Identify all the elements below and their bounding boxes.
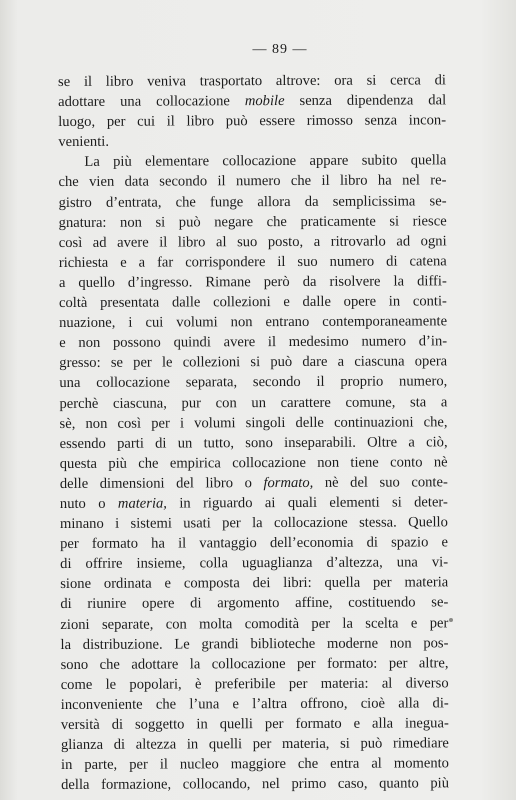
text-line: zioni separate, con molta comodità per la scelta e per — [60, 614, 449, 633]
text-line: nuto o materia, in riguardo ai quali elementi si deter- — [59, 494, 448, 512]
text-line: per formato ha il vantaggio dell’economia di spazio e — [60, 534, 449, 553]
text-line: venienti. — [58, 134, 110, 151]
text-line: di riunire opere di argomento affine, costituendo se- — [60, 594, 449, 613]
text-line: una collocazione separata, secondo il proprio numero, — [59, 373, 448, 392]
text-line: coltà presentata dalle collezioni e dalle opere in conti- — [58, 293, 447, 312]
text-line: gnatura: non si può negare che praticamente si riesce — [58, 212, 447, 231]
text-line: che vien data secondo il numero che il libro ha nel re- — [58, 172, 447, 191]
paper-speck — [449, 618, 453, 622]
page-number: — 89 — — [252, 42, 308, 57]
body-text — [58, 70, 449, 795]
text-line: di offrire insieme, colla uguaglianza d’altezza, una vi- — [60, 554, 449, 573]
text-line: della formazione, collocando, nel primo caso, quanto più — [61, 775, 450, 794]
text-line: minano i sistemi usati per la collocazione stessa. Quello — [59, 514, 448, 533]
text-line: sè, non così per i volumi singoli delle continuazioni che, — [59, 413, 448, 432]
text-line: perchè ciascuna, pur con un carattere comune, sta a — [59, 393, 448, 412]
text-line: a quello d’ingresso. Rimane però da risolvere la diffi- — [58, 273, 447, 291]
text-line: richiesta e a far corrispondere il suo numero di catena — [58, 253, 447, 271]
text-line: nuazione, i cui volumi non entrano contemporaneamente — [59, 313, 448, 332]
text-line: come le popolari, è preferibile per materia: al diverso — [60, 675, 449, 693]
text-line: gistro d’entrata, che funge allora da semplicissima se- — [58, 192, 447, 211]
text-line: sione ordinata e composta dei libri: quella per materia — [60, 574, 449, 593]
text-line: glianza di altezza in quelli per materia, si può rimediare — [60, 735, 449, 754]
text-line: e non possono quindi avere il medesimo numero d’in- — [59, 333, 448, 352]
text-line: adottare una collocazione mobile senza dipendenza dal — [58, 92, 447, 111]
text-line: gresso: se per le collezioni si può dare a ciascuna opera — [59, 353, 448, 372]
text-line: così ad avere il libro al suo posto, a ritrovarlo ad ogni — [58, 233, 447, 251]
text-line: se il libro veniva trasportato altrove: ora si cerca di — [58, 72, 446, 90]
text-line: sono che adottare la collocazione per formato: per altre, — [60, 655, 449, 673]
text-line: essendo parti di un tutto, sono inseparabili. Oltre a ciò, — [59, 433, 448, 452]
text-line: La più elementare collocazione appare subito quella — [84, 152, 447, 171]
text-line: luogo, per cui il libro può essere rimosso senza incon- — [58, 112, 447, 131]
text-line: inconveniente che l’una e l’altra offrono, cioè alla di- — [60, 695, 449, 713]
text-line: in parte, per il nucleo maggiore che entra al momento — [60, 755, 450, 774]
text-line: la distribuzione. Le grandi biblioteche moderne non pos- — [60, 634, 449, 653]
text-line: delle dimensioni del libro o formato, nè del suo conte- — [59, 474, 448, 492]
text-line: questa più che empirica collocazione non tiene conto nè — [59, 454, 448, 472]
text-line: versità di soggetto in quelli per formato e alla inegua- — [60, 715, 449, 733]
